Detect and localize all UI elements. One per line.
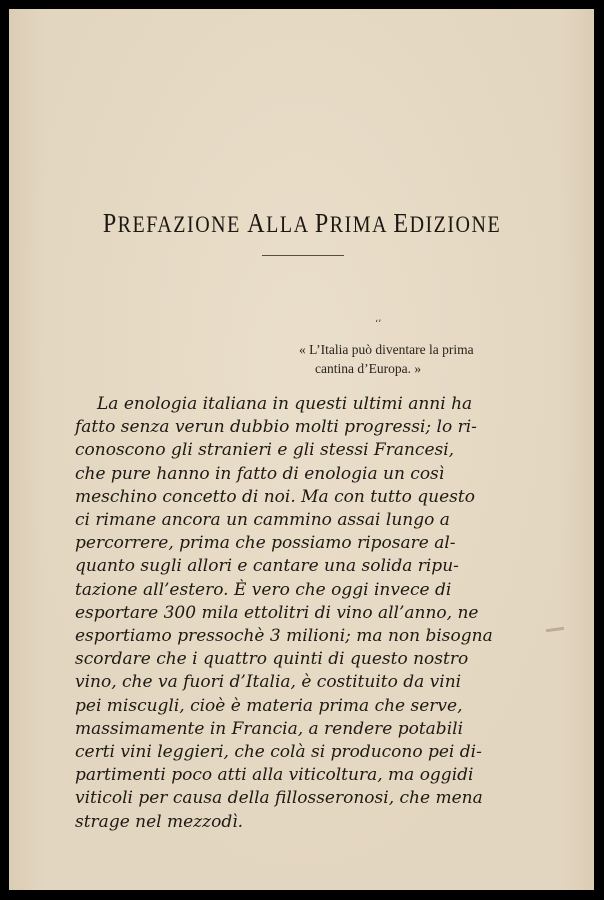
- title-initial: P: [314, 208, 330, 239]
- text-line: percorrere, prima che possiamo riposare al-: [75, 533, 456, 554]
- ink-mark: ‘’: [375, 319, 382, 330]
- text-line: ci rimane ancora un cammino assai lungo a: [75, 510, 450, 531]
- text-line: quanto sugli allori e cantare una solida ripu-: [75, 556, 459, 577]
- text-line: massimamente in Francia, a rendere potabili: [75, 718, 464, 739]
- epigraph: [299, 340, 474, 378]
- paper-smudge: [546, 627, 564, 632]
- title-initial: E: [393, 208, 410, 239]
- text-line: esportare 300 mila ettolitri di vino all’anno, ne: [75, 602, 479, 623]
- text-line: meschino concetto di noi. Ma con tutto questo: [75, 486, 475, 507]
- title-word: LLA: [266, 212, 315, 238]
- body-paragraph: [75, 393, 493, 834]
- text-line: fatto senza verun dubbio molti progressi; lo ri-: [75, 417, 477, 438]
- title-word: REFAZIONE: [117, 212, 248, 238]
- text-line: partimenti poco atti alla viticoltura, ma oggidi: [75, 765, 474, 786]
- text-line: pei miscugli, cioè è materia prima che serve,: [75, 695, 463, 716]
- page-title: [9, 209, 594, 240]
- text-line: vino, che va fuori d’Italia, è costituito da vini: [75, 672, 462, 693]
- text-line: scordare che i quattro quinti di questo nostro: [75, 649, 469, 670]
- text-line: tazione all’estero. È vero che oggi invece di: [75, 579, 452, 600]
- text-line: conoscono gli stranieri e gli stessi Francesi,: [75, 440, 455, 461]
- text-line: certi vini leggieri, che colà si producono pei di-: [75, 742, 482, 763]
- title-word: RIMA: [329, 212, 394, 238]
- title-rule: [262, 255, 344, 256]
- text-line: viticoli per causa della fillosseronosi, che mena: [75, 788, 483, 809]
- book-page: [9, 9, 594, 890]
- epigraph-line: « L’Italia può diventare la prima: [299, 342, 474, 357]
- epigraph-line: cantina d’Europa. »: [315, 361, 422, 376]
- title-word: DIZIONE: [409, 212, 502, 238]
- text-line: che pure hanno in fatto di enologia un così: [75, 463, 445, 484]
- title-initial: P: [102, 208, 118, 239]
- title-initial: A: [247, 208, 267, 239]
- text-line: strage nel mezzodì.: [75, 811, 244, 832]
- text-line: esportiamo pressochè 3 milioni; ma non bisogna: [75, 626, 493, 647]
- text-line: La enologia italiana in questi ultimi anni ha: [97, 394, 473, 414]
